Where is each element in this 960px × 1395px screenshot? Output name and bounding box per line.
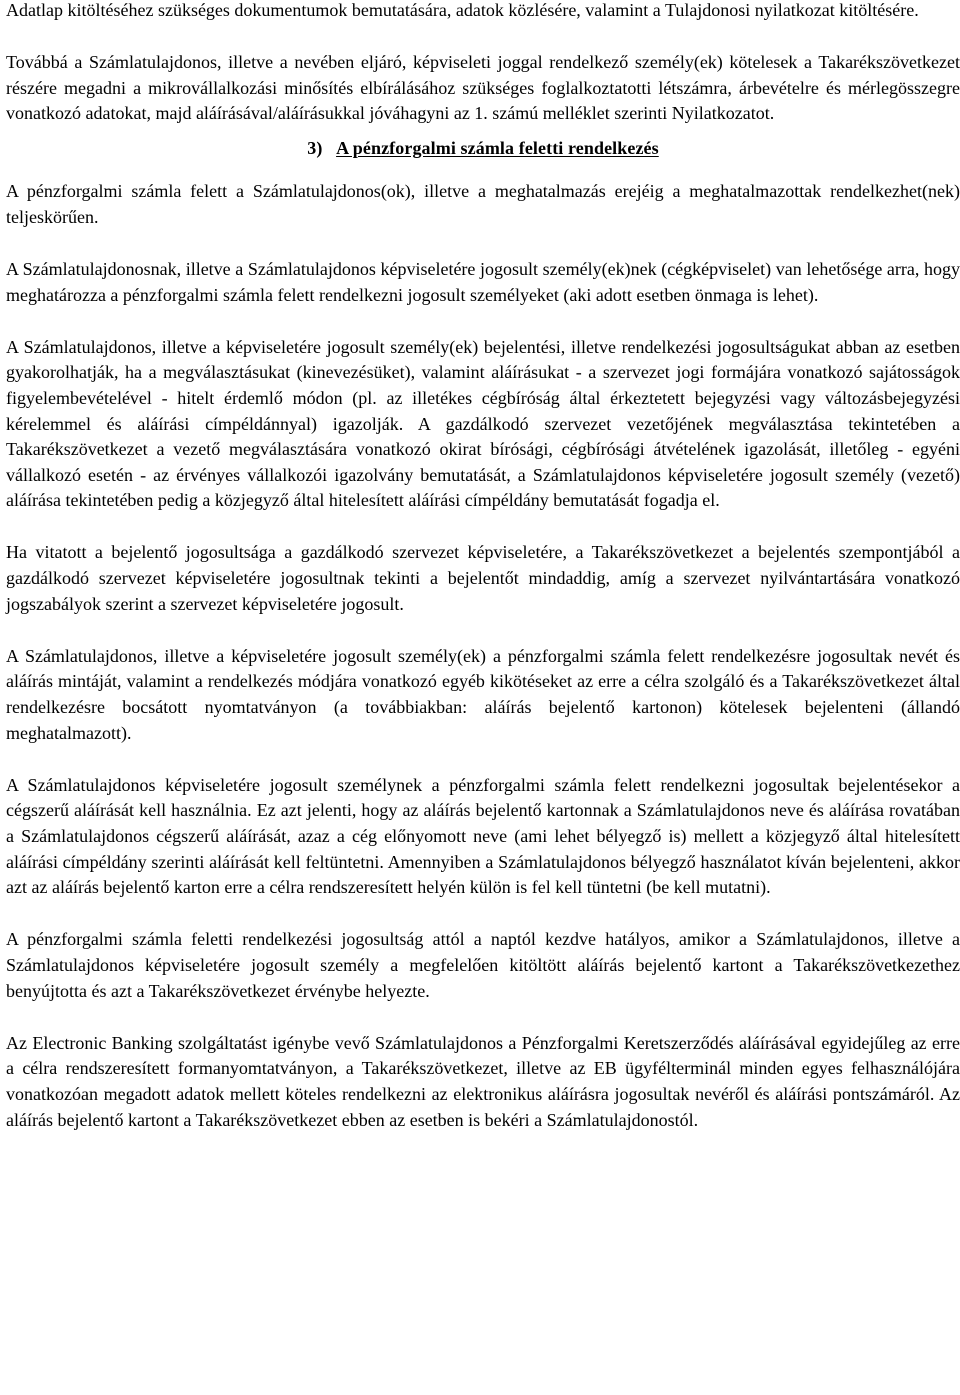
paragraph: A Számlatulajdonos, illetve a képviseletére jogosult személy(ek) bejelentési, illetve rendelkezési jogosultságukat abban az esetben gyakorolhatják, ha a megválasztásukat (kinevezésüket), valamint aláírásukat - a szervezet jogi formájára vonatkozó sajátosságok figyelembevételével - hitelt érdemlő módon (pl. az illetékes cégbíróság által érkeztetett bejegyzési vagy változásbejegyzési kérelemmel és aláírási címpéldánnyal) igazolják. A gazdálkodó szervezet vezetőjének megválasztása tekintetében a Takarékszövetkezet a vezető megválasztására vonatkozó okirat bírósági, cégbírósági átvételének igazolását, illetőleg - egyéni vállalkozó esetén - az érvényes vállalkozói igazolvány bemutatását, a Számlatulajdonos képviseletére jogosult személy (vezető) aláírása tekintetében pedig a közjegyző által hitelesített aláírási címpéldány bemutatását fogadja el. bbox=[6, 336, 960, 511]
section-heading bbox=[6, 136, 960, 162]
document-page bbox=[6, 0, 960, 1160]
paragraph: A pénzforgalmi számla felett a Számlatulajdonos(ok), illetve a meghatalmazás erejéig a meghatalmazottak rendelkezhet(nek) teljeskörűen. bbox=[6, 181, 960, 227]
paragraph: Ha vitatott a bejelentő jogosultsága a gazdálkodó szervezet képviseletére, a Takarékszövetkezet a bejelentés szempontjából a gazdálkodó szervezet képviseletére jogosultnak tekinti a bejelentőt mindaddig, amíg a szervezet nyilvántartására vonatkozó jogszabályok szerint a szervezet képviseletére jogosult. bbox=[6, 542, 960, 614]
paragraph: Az Electronic Banking szolgáltatást igénybe vevő Számlatulajdonos a Pénzforgalmi Keretszerződés aláírásával egyidejűleg az erre a célra rendszeresített formanyomtatványon, a Takarékszövetkezet, illetve az EB ügyfélterminál minden egyes felhasználójára vonatkozóan megadott adatok mellett köteles rendelkezni az elektronikus aláírásra jogosultak nevéről és aláírási pontszámáról. Az aláírás bejelentő kartont a Takarékszövetkezet ebben az esetben is bekéri a Számlatulajdonostól. bbox=[6, 1032, 960, 1130]
paragraph: Adatlap kitöltéséhez szükséges dokumentumok bemutatására, adatok közlésére, valamint a Tulajdonosi nyilatkozat kitöltésére. bbox=[6, 0, 919, 20]
paragraph: A pénzforgalmi számla feletti rendelkezési jogosultság attól a naptól kezdve hatályos, amikor a Számlatulajdonos, illetve a Számlatulajdonos képviseletére jogosult személy a megfelelően kitöltött aláírás bejelentő kartont a Takarékszövetkezethez benyújtotta és azt a Takarékszövetkezet érvénybe helyezte. bbox=[6, 929, 960, 1001]
paragraph: Továbbá a Számlatulajdonos, illetve a nevében eljáró, képviseleti joggal rendelkező személy(ek) kötelesek a Takarékszövetkezet részére megadni a mikrovállalkozási minősítés elbírálásához szükséges foglalkoztatotti létszámra, árbevételre és mérlegösszegre vonatkozó adatokat, majd aláírásával/aláírásukkal jóváhagyni az 1. számú melléklet szerinti Nyilatkozatot. bbox=[6, 52, 960, 124]
section-title: A pénzforgalmi számla feletti rendelkezés bbox=[336, 137, 659, 158]
paragraph: A Számlatulajdonosnak, illetve a Számlatulajdonos képviseletére jogosult személy(ek)nek (cégképviselet) van lehetősége arra, hogy meghatározza a pénzforgalmi számla felett rendelkezni jogosult személyeket (aki adott esetben önmaga is lehet). bbox=[6, 258, 960, 305]
paragraph: A Számlatulajdonos, illetve a képviseletére jogosult személy(ek) a pénzforgalmi számla felett rendelkezésre jogosultak nevét és aláírás mintáját, valamint a rendelkezés módjára vonatkozó egyéb kikötéseket az erre a célra szolgáló és a Takarékszövetkezet által rendelkezésre bocsátott nyomtatványon (a továbbiakban: aláírás bejelentő kartonon) kötelesek bejelenteni (állandó meghatalmazott). bbox=[6, 645, 960, 743]
paragraph: A Számlatulajdonos képviseletére jogosult személynek a pénzforgalmi számla felett rendelkezni jogosultak bejelentésekor a cégszerű aláírását kell használnia. Ez azt jelenti, hogy az aláírás bejelentő kartonnak a Számlatulajdonos neve és aláírása rovatában a Számlatulajdonos cégszerű aláírását, azaz a cég előnyomott neve (ami lehet bélyegző is) mellett a közjegyző által hitelesített aláírási címpéldány szerinti aláírását kell feltüntetni. Amennyiben a Számlatulajdonos bélyegző használatot kíván bejelenteni, akkor azt az aláírás bejelentő karton erre a célra rendszeresített helyén külön is fel kell tüntetni (be kell mutatni). bbox=[6, 774, 960, 898]
section-number: 3) bbox=[307, 137, 323, 158]
